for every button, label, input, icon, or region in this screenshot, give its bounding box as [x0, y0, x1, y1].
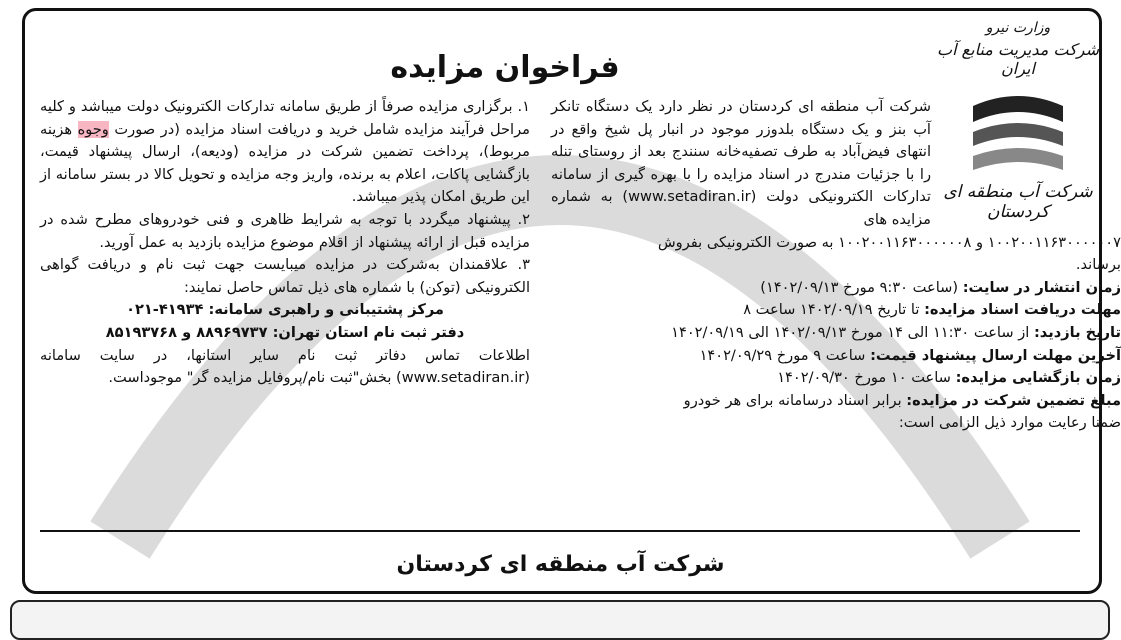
schedule-row: تاریخ بازدید: از ساعت ۱۱:۳۰ الی ۱۴ مورخ ۱۴۰۲/۰۹/۱۳ الی ۱۴۰۲/۰۹/۱۹	[671, 323, 1121, 341]
conditions-column	[40, 96, 530, 390]
next-notice-edge	[10, 600, 1110, 640]
condition-item-1: ۱. برگزاری مزایده صرفاً از طریق سامانه تدارکات الکترونیک دولت میباشد و کلیه مراحل فرآیند مزایده شامل خرید و دریافت اسناد مزایده (در صورت وجوه هزینه مربوط)، پرداخت تضمین شرکت در مزایده (ودیعه)، ارسال پیشنهاد قیمت، بازگشایی پاکات، اعلام به برنده، واریز وجه مزایده و تحویل کالا در بستر سامانه از این طریق امکان پذیر میباشد.	[40, 98, 530, 206]
schedule-row: آخرین مهلت ارسال پیشنهاد قیمت: ساعت ۹ مورخ ۱۴۰۲/۰۹/۲۹	[699, 346, 1121, 364]
parent-company-name: شرکت مدیریت منابع آب ایران	[937, 40, 1099, 78]
organization-logo	[933, 18, 1103, 228]
water-waves-icon	[963, 88, 1073, 178]
footer-company-name: شرکت آب منطقه ای کردستان	[396, 552, 725, 577]
notice-title: فراخوان مزایده	[390, 50, 620, 85]
intro-paragraph: شرکت آب منطقه ای کردستان در نظر دارد یک دستگاه تانکر آب بنز و یک دستگاه بلدوزر موجود در انبار پل شیخ واقع در انتهای فیض‌آباد به طرف تصفیه‌خانه سنندج بعد از روستای تنله را با جزئیات مندرج در اسناد مزایده را با بهره گیری از سامانه تدارکات الکترونیکی دولت (www.setadiran.ir) به شماره مزایده های	[551, 98, 931, 228]
closing-line: ضمنا رعایت موارد ذیل الزامی است:	[898, 414, 1121, 432]
ministry-name: وزارت نیرو	[985, 20, 1051, 36]
tender-numbers: ۱۰۰۲۰۰۱۱۶۳۰۰۰۰۰۰۷ و ۱۰۰۲۰۰۱۱۶۳۰۰۰۰۰۰۸ به صورت الکترونیکی بفروش	[657, 233, 1121, 251]
intro-end: برساند.	[1075, 256, 1121, 274]
condition-item-2: ۲. پیشنهاد میگردد با توجه به شرایط ظاهری و فنی خودروهای مطرح شده در مزایده قبل از ارائه پیشنهاد از اقلام موضوع مزایده بازدید به عمل آورید.	[40, 210, 530, 251]
notice-body-column	[551, 96, 1121, 435]
schedule-row: زمان بازگشایی مزایده: ساعت ۱۰ مورخ ۱۴۰۲/۰۹/۳۰	[777, 369, 1121, 387]
tehran-office-phone: دفتر ثبت نام استان تهران: ۸۸۹۶۹۷۳۷ و ۸۵۱۹۳۷۶۸	[105, 323, 465, 341]
regional-company-name: شرکت آب منطقه ای کردستان	[943, 182, 1093, 222]
contact-info: اطلاعات تماس دفاتر ثبت نام سایر استانها، در سایت سامانه (www.setadiran.ir) بخش"ثبت نام/پروفایل مزایده گر" موجوداست.	[40, 346, 530, 387]
schedule-row: مبلغ تضمین شرکت در مزایده: برابر اسناد درسامانه برای هر خودرو	[683, 391, 1121, 409]
schedule-row: مهلت دریافت اسناد مزایده: تا تاریخ ۱۴۰۲/۰۹/۱۹ ساعت ۸	[743, 301, 1121, 319]
schedule-row: زمان انتشار در سایت: (ساعت ۹:۳۰ مورخ ۱۴۰۲/۰۹/۱۳)	[760, 278, 1121, 296]
footer-divider	[40, 530, 1080, 532]
condition-item-3: ۳. علاقمندان به‌شرکت در مزایده میبایست جهت ثبت نام و دریافت گواهی الکترونیکی (توکن) با شماره های ذیل تماس حاصل نمایند:	[40, 256, 530, 296]
support-center-phone: مرکز پشتیبانی و راهبری سامانه: ۴۱۹۳۴-۰۲۱	[126, 301, 444, 319]
